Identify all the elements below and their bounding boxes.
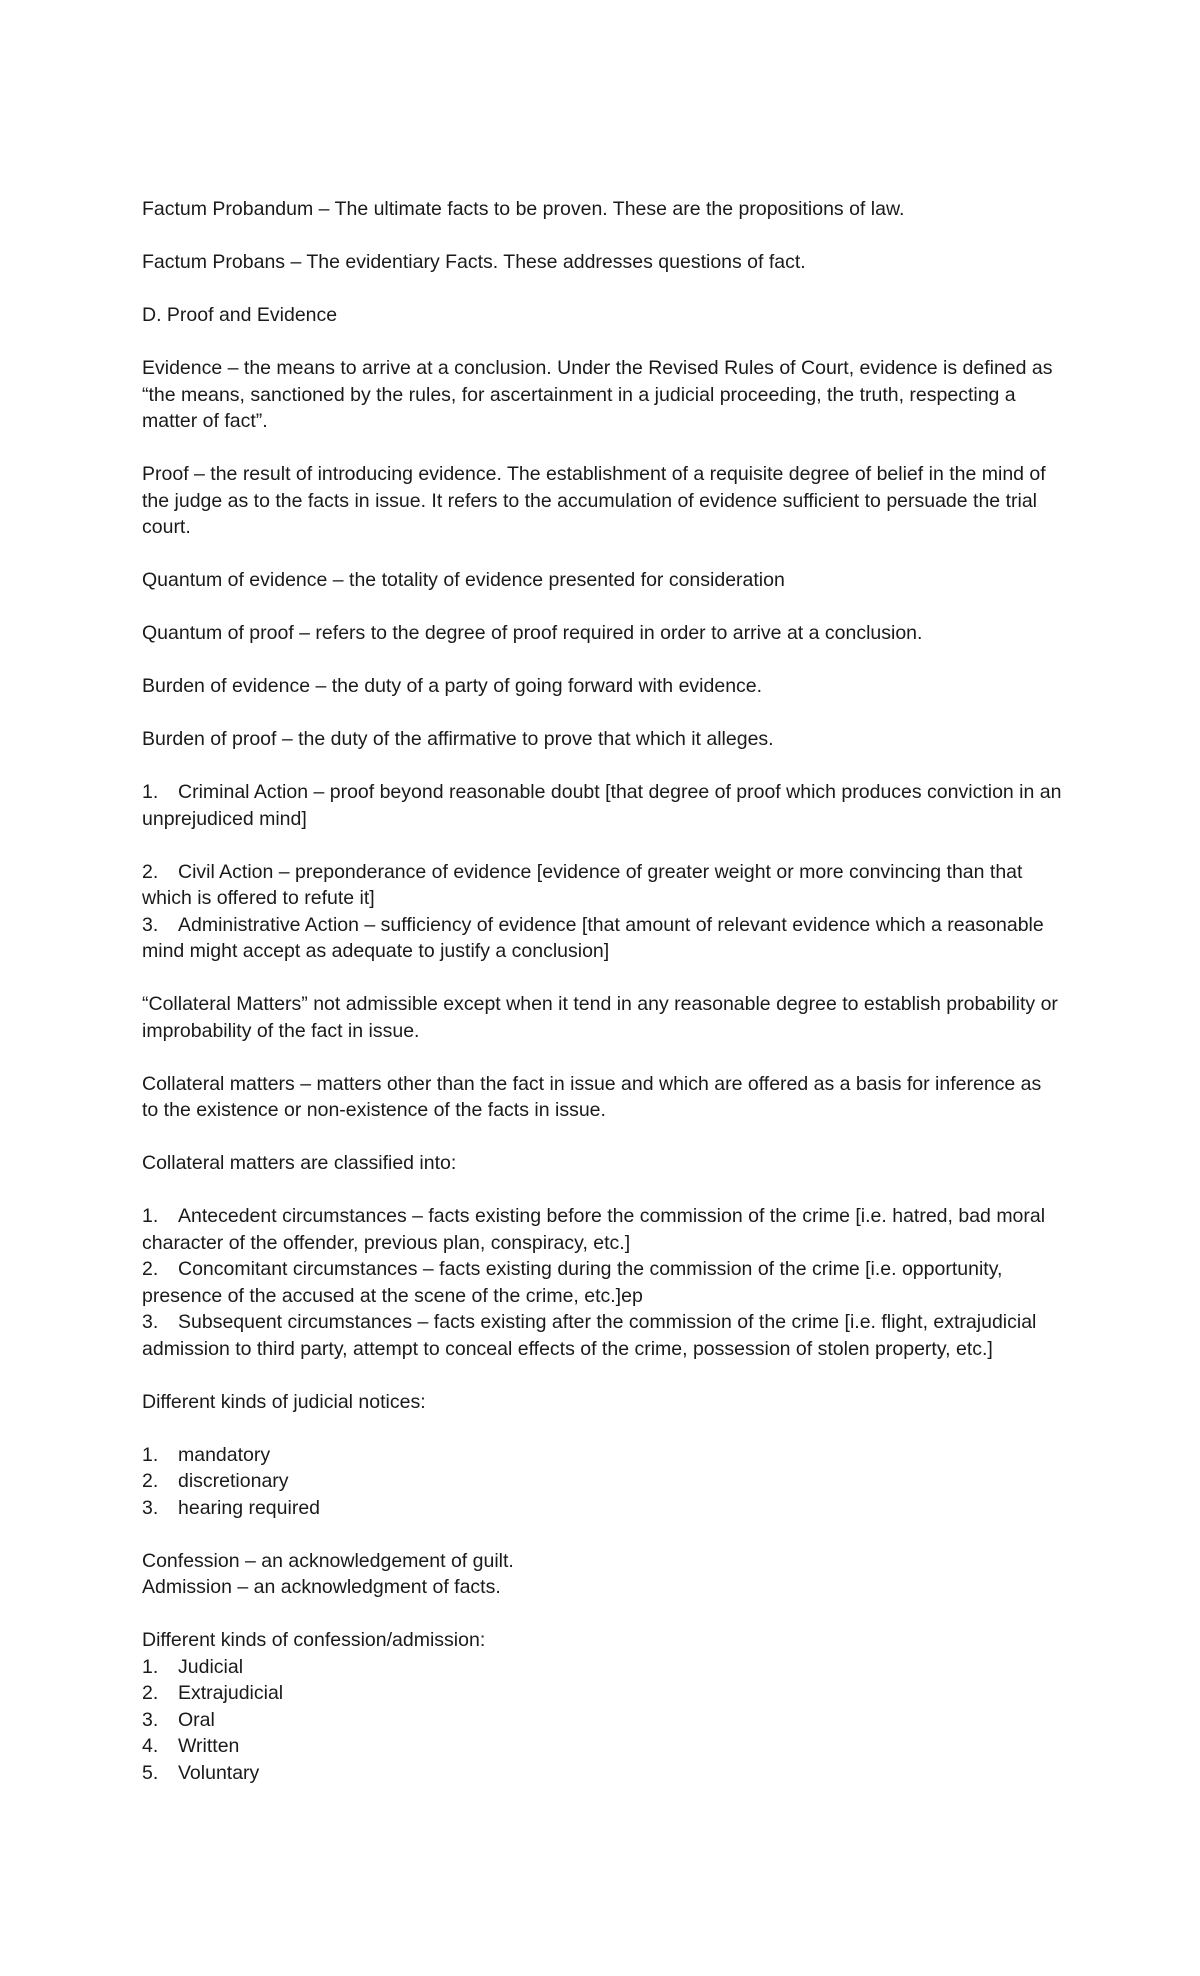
burden-item-2 xyxy=(142,859,1062,912)
judicial-notices-heading: Different kinds of judicial notices: xyxy=(142,1390,426,1413)
admission-paragraph: Admission – an acknowledgment of facts. xyxy=(142,1576,501,1598)
list-number: 2. xyxy=(142,1682,159,1704)
list-item xyxy=(142,1680,1062,1707)
list-number: 2. xyxy=(142,1470,159,1492)
list-item xyxy=(142,1760,1062,1787)
list-number: 4. xyxy=(142,1735,159,1757)
collateral-quote-paragraph: “Collateral Matters” not admissible except when it tend in any reasonable degree to establish probability or improbability of the fact in issue. xyxy=(142,993,1058,1042)
burden-evidence-paragraph: Burden of evidence – the duty of a party of going forward with evidence. xyxy=(142,675,763,697)
list-item-text: discretionary xyxy=(178,1470,289,1492)
quantum-evidence-paragraph: Quantum of evidence – the totality of evidence presented for consideration xyxy=(142,569,785,591)
document-body xyxy=(142,196,1062,1786)
list-item xyxy=(142,1468,1062,1495)
list-item-text: Written xyxy=(178,1735,240,1757)
judicial-notices-list xyxy=(142,1442,1062,1522)
collateral-definition-paragraph: Collateral matters – matters other than the fact in issue and which are offered as a basis for inference as to the existence or non-existence of the facts in issue. xyxy=(142,1072,1042,1121)
factum-probans-paragraph: Factum Probans – The evidentiary Facts. These addresses questions of fact. xyxy=(142,251,806,273)
list-item-text: Civil Action – preponderance of evidence [evidence of greater weight or more convincing than that which is offered to refute it] xyxy=(142,860,1023,909)
confession-kinds-list xyxy=(142,1654,1062,1787)
evidence-paragraph: Evidence – the means to arrive at a conclusion. Under the Revised Rules of Court, evidence is defined as “the means, sanctioned by the rules, for ascertainment in a judicial proceeding, the truth, respecting a matter of fact”. xyxy=(142,357,1053,432)
list-item xyxy=(142,1654,1062,1681)
quantum-proof-paragraph: Quantum of proof – refers to the degree of proof required in order to arrive at a conclusion. xyxy=(142,622,923,644)
list-item-text: Subsequent circumstances – facts existing after the commission of the crime [i.e. flight, extrajudicial admission to third party, attempt to conceal effects of the crime, possession of stolen property, etc.] xyxy=(142,1311,1037,1360)
list-item xyxy=(142,1707,1062,1734)
confession-kinds-heading: Different kinds of confession/admission: xyxy=(142,1629,486,1651)
list-item xyxy=(142,1495,1062,1522)
confession-paragraph: Confession – an acknowledgement of guilt. xyxy=(142,1549,514,1572)
collateral-item-3 xyxy=(142,1309,1062,1362)
list-number: 5. xyxy=(142,1761,159,1784)
list-item-text: hearing required xyxy=(178,1496,321,1519)
burden-item-3 xyxy=(142,912,1062,965)
collateral-item-2 xyxy=(142,1256,1062,1309)
list-number: 1. xyxy=(142,1443,159,1466)
list-item-text: Administrative Action – sufficiency of evidence [that amount of relevant evidence which a reasonable mind might accept as adequate to justify a conclusion] xyxy=(142,913,1044,962)
list-number: 1. xyxy=(142,1655,159,1678)
list-number: 3. xyxy=(142,1311,159,1333)
list-item xyxy=(142,1442,1062,1469)
list-number: 3. xyxy=(142,913,159,936)
list-item-text: Criminal Action – proof beyond reasonable doubt [that degree of proof which produces conviction in an unprejudiced mind] xyxy=(142,781,1062,830)
section-heading: D. Proof and Evidence xyxy=(142,304,338,326)
list-number: 3. xyxy=(142,1708,159,1731)
list-item-text: Antecedent circumstances – facts existing before the commission of the crime [i.e. hatred, bad moral character of the offender, previous plan, conspiracy, etc.] xyxy=(142,1205,1046,1254)
list-item-text: Concomitant circumstances – facts existing during the commission of the crime [i.e. opportunity, presence of the accused at the scene of the crime, etc.]ep xyxy=(142,1258,1003,1307)
burden-proof-paragraph: Burden of proof – the duty of the affirmative to prove that which it alleges. xyxy=(142,728,774,750)
burden-item-1 xyxy=(142,779,1062,832)
list-number: 3. xyxy=(142,1496,159,1519)
list-number: 2. xyxy=(142,860,159,883)
proof-paragraph: Proof – the result of introducing evidence. The establishment of a requisite degree of belief in the mind of the judge as to the facts in issue. It refers to the accumulation of evidence sufficient to persuade the trial court. xyxy=(142,463,1046,538)
factum-probandum-paragraph: Factum Probandum – The ultimate facts to be proven. These are the propositions of law. xyxy=(142,198,905,220)
list-number: 2. xyxy=(142,1258,159,1280)
list-item-text: Judicial xyxy=(178,1655,244,1678)
list-item-text: Voluntary xyxy=(178,1761,260,1784)
list-item xyxy=(142,1733,1062,1760)
list-number: 1. xyxy=(142,781,159,803)
collateral-item-1 xyxy=(142,1203,1062,1256)
list-item-text: Oral xyxy=(178,1708,215,1731)
list-number: 1. xyxy=(142,1205,159,1227)
list-item-text: mandatory xyxy=(178,1443,271,1466)
list-item-text: Extrajudicial xyxy=(178,1682,284,1704)
collateral-classified-paragraph: Collateral matters are classified into: xyxy=(142,1152,457,1174)
